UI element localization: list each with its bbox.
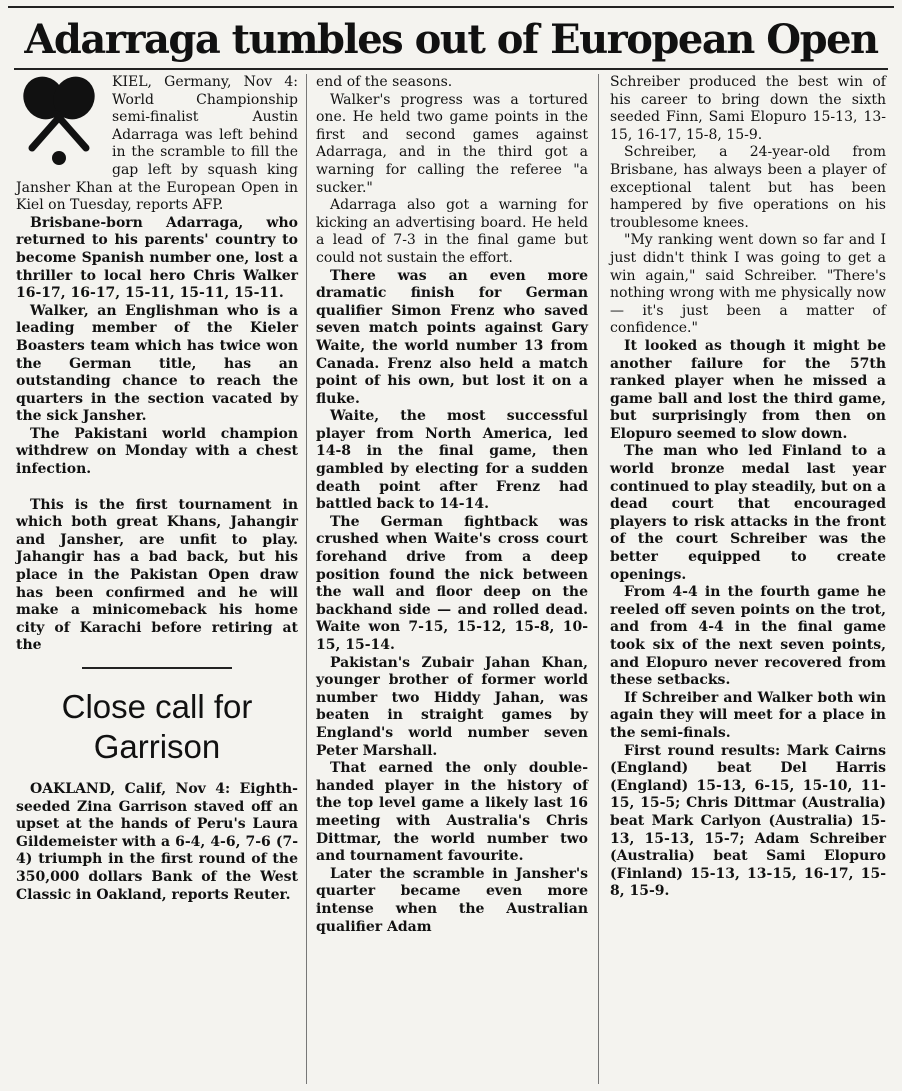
sidebar-paragraph: OAKLAND, Calif, Nov 4: Eighth-seeded Zina Garrison staved off an upset at the hands of Peru's Laura Gildemeister with a 6-4, 4-6, 7-6 (7-4) triumph in the first round of the 350,000 dollars Bank of the West Classic in Oakland, reports Reuter. <box>16 781 298 903</box>
squash-rackets-icon <box>16 74 102 166</box>
story-divider <box>82 667 232 669</box>
column-1 <box>16 74 298 904</box>
main-headline: Adarraga tumbles out of European Open <box>24 16 878 63</box>
paragraph: Schreiber produced the best win of his career to bring down the sixth seeded Finn, Sami Elopuro 15-13, 13-15, 16-17, 15-8, 15-9. <box>610 74 886 143</box>
paragraph: It looked as though it might be another failure for the 57th ranked player when he missed a game ball and lost the third game, but surprisingly from then on Elopuro seemed to slow down. <box>610 337 886 442</box>
paragraph: Schreiber, a 24-year-old from Brisbane, has always been a player of exceptional talent but has been hampered by five operations on his troublesome knees. <box>610 144 886 231</box>
paragraph: Walker, an Englishman who is a leading member of the Kieler Boasters team which has twice won the German title, has an outstanding chance to reach the quarters in the section vacated by the sick Jansher. <box>16 302 298 425</box>
paragraph: Adarraga also got a warning for kicking an advertising board. He held a lead of 7-3 in the final game but could not sustain the effort. <box>316 197 588 266</box>
column-separator <box>598 74 599 1084</box>
paragraph: end of the seasons. <box>316 74 453 90</box>
paragraph: KIEL, Germany, Nov 4: World Championship semi-finalist Austin Adarraga was left behind in the scramble to fill the gap left by squash king Jansher Khan at the European Open in Kiel on Tuesday, reports AFP. <box>16 74 298 214</box>
column-3 <box>610 74 886 901</box>
paragraph: Later the scramble in Jansher's quarter became even more intense when the Australian qualifier Adam <box>316 865 588 935</box>
paragraph: If Schreiber and Walker both win again they will meet for a place in the semi-finals. <box>610 689 886 741</box>
paragraph: This is the first tournament in which both great Khans, Jahangir and Jansher, are unfit to play. Jahangir has a bad back, but his place in the Pakistan Open draw has been confirmed and he will make a minicomeback his home city of Karachi before retiring at the <box>16 496 298 654</box>
sidebar-headline: Close call for Garrison <box>61 688 253 765</box>
paragraph: Walker's progress was a tortured one. He held two game points in the first and second games against Adarraga, and in the third got a warning for calling the referee "a sucker." <box>316 91 588 196</box>
paragraph: That earned the only double-handed player in the history of the top level game a likely last 16 meeting with Australia's Chris Dittmar, the world number two and tournament favourite. <box>316 760 588 865</box>
paragraph: Brisbane-born Adarraga, who returned to his parents' country to become Spanish number one, lost a thriller to local hero Chris Walker 16-17, 16-17, 15-11, 15-11, 15-11. <box>16 214 298 302</box>
paragraph: The man who led Finland to a world bronze medal last year continued to play steadily, but on a dead court that encouraged players to risk attacks in the front of the court Schreiber was the better equipped to create openings. <box>610 443 886 583</box>
paragraph: First round results: Mark Cairns (England) beat Del Harris (England) 15-13, 6-15, 15-10, 11-15, 15-5; Chris Dittmar (Australia) beat Mark Carlyon (Australia) 15-13, 15-13, 15-7; Adam Schreiber (Australia) beat Sami Elopuro (Finland) 15-13, 13-15, 16-17, 15-8, 15-9. <box>610 742 886 900</box>
paragraph: "My ranking went down so far and I just didn't think I was going to get a win again," said Schreiber. "There's nothing wrong with me physically now — it's just been a matter of confidence." <box>610 232 886 337</box>
paragraph: Pakistan's Zubair Jahan Khan, younger brother of former world number two Hiddy Jahan, was beaten in straight games by England's world number seven Peter Marshall. <box>316 654 588 759</box>
paragraph: From 4-4 in the fourth game he reeled off seven points on the trot, and from 4-4 in the final game took six of the next seven points, and Elopuro never recovered from these setbacks. <box>610 584 886 689</box>
paragraph: There was an even more dramatic finish for German qualifier Simon Frenz who saved seven match points against Gary Waite, the world number 13 from Canada. Frenz also held a match point of his own, but lost it on a fluke. <box>316 267 588 407</box>
paragraph: The German fightback was crushed when Waite's cross court forehand drive from a deep position found the nick between the wall and floor deep on the backhand side — and rolled dead. Waite won 7-15, 15-12, 15-8, 10-15, 15-14. <box>316 513 588 653</box>
top-rule <box>8 6 894 8</box>
paragraph: Waite, the most successful player from North America, led 14-8 in the final game, then gambled by electing for a sudden death point after Frenz had battled back to 14-14. <box>316 408 588 513</box>
column-separator <box>306 74 307 1084</box>
headline-rule <box>14 68 888 70</box>
column-2 <box>316 74 588 936</box>
paragraph: The Pakistani world champion withdrew on Monday with a chest infection. <box>16 425 298 478</box>
